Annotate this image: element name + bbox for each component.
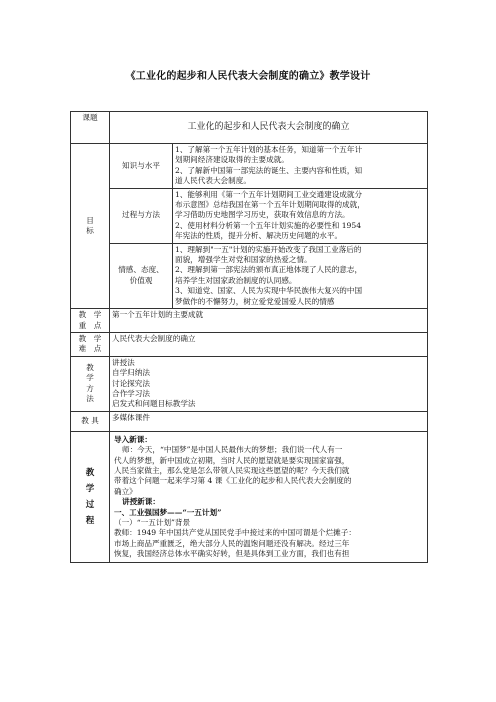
subsection-heading: （一）“一五计划”背景	[114, 518, 191, 527]
tools-label: 教 具	[71, 411, 110, 431]
process-content: 导入新课： 师：今天，“中国梦”是中国人民最伟大的梦想；我们说一代人有一 代人的梦想，新中国成立初期，当时人民的愿望就是要实现国家富强， 人民当家做主，那么党是怎么带领人民实现这些愿望的呢？今天我们就 带着这个问题一起来学习第 4 课《工业化的起步和人民代表大会制度的 确立》 讲授新课： 一、工业强国梦——“一五计划” （一）“一五计划”背景 教师：1949 年中国共产党从国民党手中接过来的中国可谓是个烂摊子： 市场上商品严重匮乏，绝大部分人民的温饱问题还没有解决。经过三年 恢复，我国经济总体水平确实好转，但是具体到工业方面，我们也有担	[110, 431, 428, 562]
process-row	[71, 431, 428, 562]
difficulty-value: 人民代表大会制度的确立	[110, 332, 428, 356]
process-label: 教 学 过 程	[71, 431, 110, 562]
difficulty-label: 教 学 难 点	[71, 332, 110, 356]
topic-value: 工业化的起步和人民代表大会制度的确立	[110, 112, 428, 144]
tools-row	[71, 411, 428, 431]
goal-emotion-row	[71, 243, 428, 308]
knowledge-label: 知识与水平	[110, 144, 173, 189]
key-point-row	[71, 309, 428, 333]
goal-process-row	[71, 188, 428, 243]
method-item: 自学归纳法	[112, 368, 150, 378]
tools-value: 多媒体课件	[110, 411, 428, 431]
methods-list	[110, 356, 428, 411]
emotion-content: 1、理解到"一五"计划的实施开始改变了我国工业落后的 面貌，增强学生对党和国家的热爱之情。 2、理解到第一部宪法的颁布真正地体现了人民的意志， 培养学生对国家政治制度的认同感。 3、知道党、国家、人民为实现中华民族伟大复兴的中国 梦做作的不懈努力，树立爱党爱国爱人民的情感	[173, 243, 428, 308]
goals-label: 目 标	[71, 144, 110, 309]
methods-label: 教 学 方 法	[71, 356, 110, 411]
emotion-label: 情感、态度、 价值观	[110, 243, 173, 308]
lesson-plan-table	[70, 111, 428, 563]
key-point-value: 第一个五年计划的主要成就	[110, 309, 428, 333]
document-title: 《工业化的起步和人民代表大会制度的确立》教学设计	[125, 71, 371, 82]
method-item: 讲授法	[112, 357, 135, 367]
method-item: 合作学习法	[112, 388, 150, 398]
process-method-label: 过程与方法	[110, 188, 173, 243]
topic-label: 课题	[71, 112, 110, 144]
section-one-heading: 一、工业强国梦——“一五计划”	[114, 507, 222, 517]
new-lesson-heading: 讲授新课：	[122, 497, 160, 507]
method-item: 启发式和问题目标教学法	[112, 399, 196, 409]
methods-row	[71, 356, 428, 411]
knowledge-content: 1、了解第一个五年计划的基本任务，知道第一个五年计 划期间经济建设取得的主要成就。 2、了解新中国第一部宪法的诞生、主要内容和性质，知 道人民代表大会制度。	[173, 144, 428, 189]
key-point-label: 教 学 重 点	[71, 309, 110, 333]
goal-knowledge-row	[71, 144, 428, 189]
difficulty-row	[71, 332, 428, 356]
method-item: 讨论探究法	[112, 378, 150, 388]
intro-heading: 导入新课：	[114, 434, 152, 444]
process-method-content: 1、能够利用《第一个五年计划期间工业交通建设成就分 布示意图》总结我国在第一个五年计划期间取得的成就， 学习借助历史地图学习历史，获取有效信息的方法。 2、使用材料分析第一个五年计划实施的必要性和 1954 年宪法的性质，提升分析、解决历史问题的水平。	[173, 188, 428, 243]
topic-row	[71, 112, 428, 144]
